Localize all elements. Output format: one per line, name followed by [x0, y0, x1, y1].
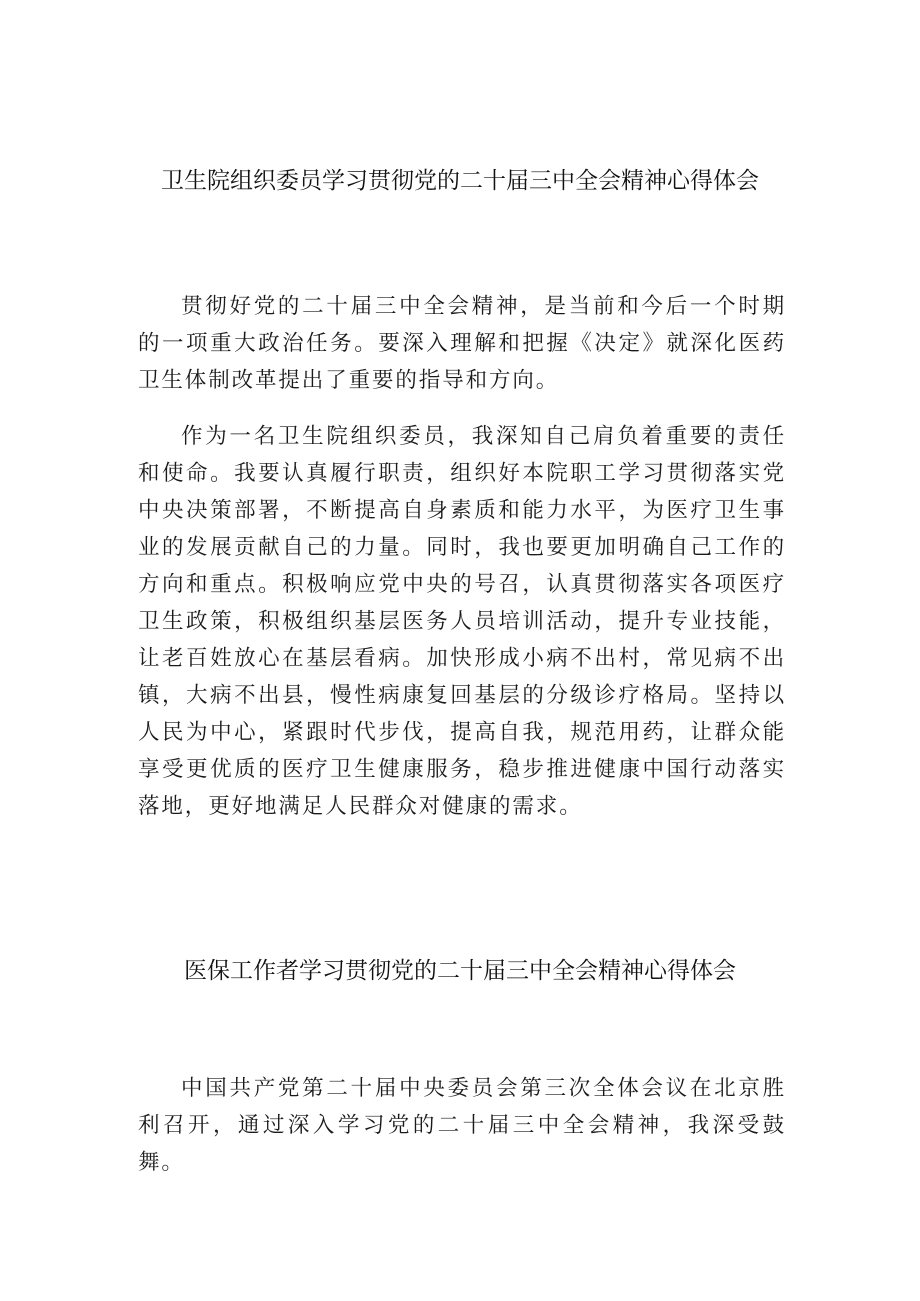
- section-1-title: 卫生院组织委员学习贯彻党的二十届三中全会精神心得体会: [161, 168, 759, 194]
- section-2-paragraph-1: 中国共产党第二十届中央委员会第三次全体会议在北京胜利召开，通过深入学习党的二十届三中全会精神，我深受鼓舞。: [138, 1076, 786, 1175]
- section-1-paragraph-2: 作为一名卫生院组织委员，我深知自己肩负着重要的责任和使命。我要认真履行职责，组织好本院职工学习贯彻落实党中央决策部署，不断提高自身素质和能力水平，为医疗卫生事业的发展贡献自己的力量。同时，我也要更加明确自己工作的方向和重点。积极响应党中央的号召，认真贯彻落实各项医疗卫生政策，积极组织基层医务人员培训活动，提升专业技能，让老百姓放心在基层看病。加快形成小病不出村，常见病不出镇，大病不出县，慢性病康复回基层的分级诊疗格局。坚持以人民为中心，紧跟时代步伐，提高自我，规范用药，让群众能享受更优质的医疗卫生健康服务，稳步推进健康中国行动落实落地，更好地满足人民群众对健康的需求。: [138, 424, 786, 819]
- section-1-paragraph-1: 贯彻好党的二十届三中全会精神，是当前和今后一个时期的一项重大政治任务。要深入理解和把握《决定》就深化医药卫生体制改革提出了重要的指导和方向。: [138, 294, 786, 393]
- section-2-title: 医保工作者学习贯彻党的二十届三中全会精神心得体会: [184, 958, 736, 984]
